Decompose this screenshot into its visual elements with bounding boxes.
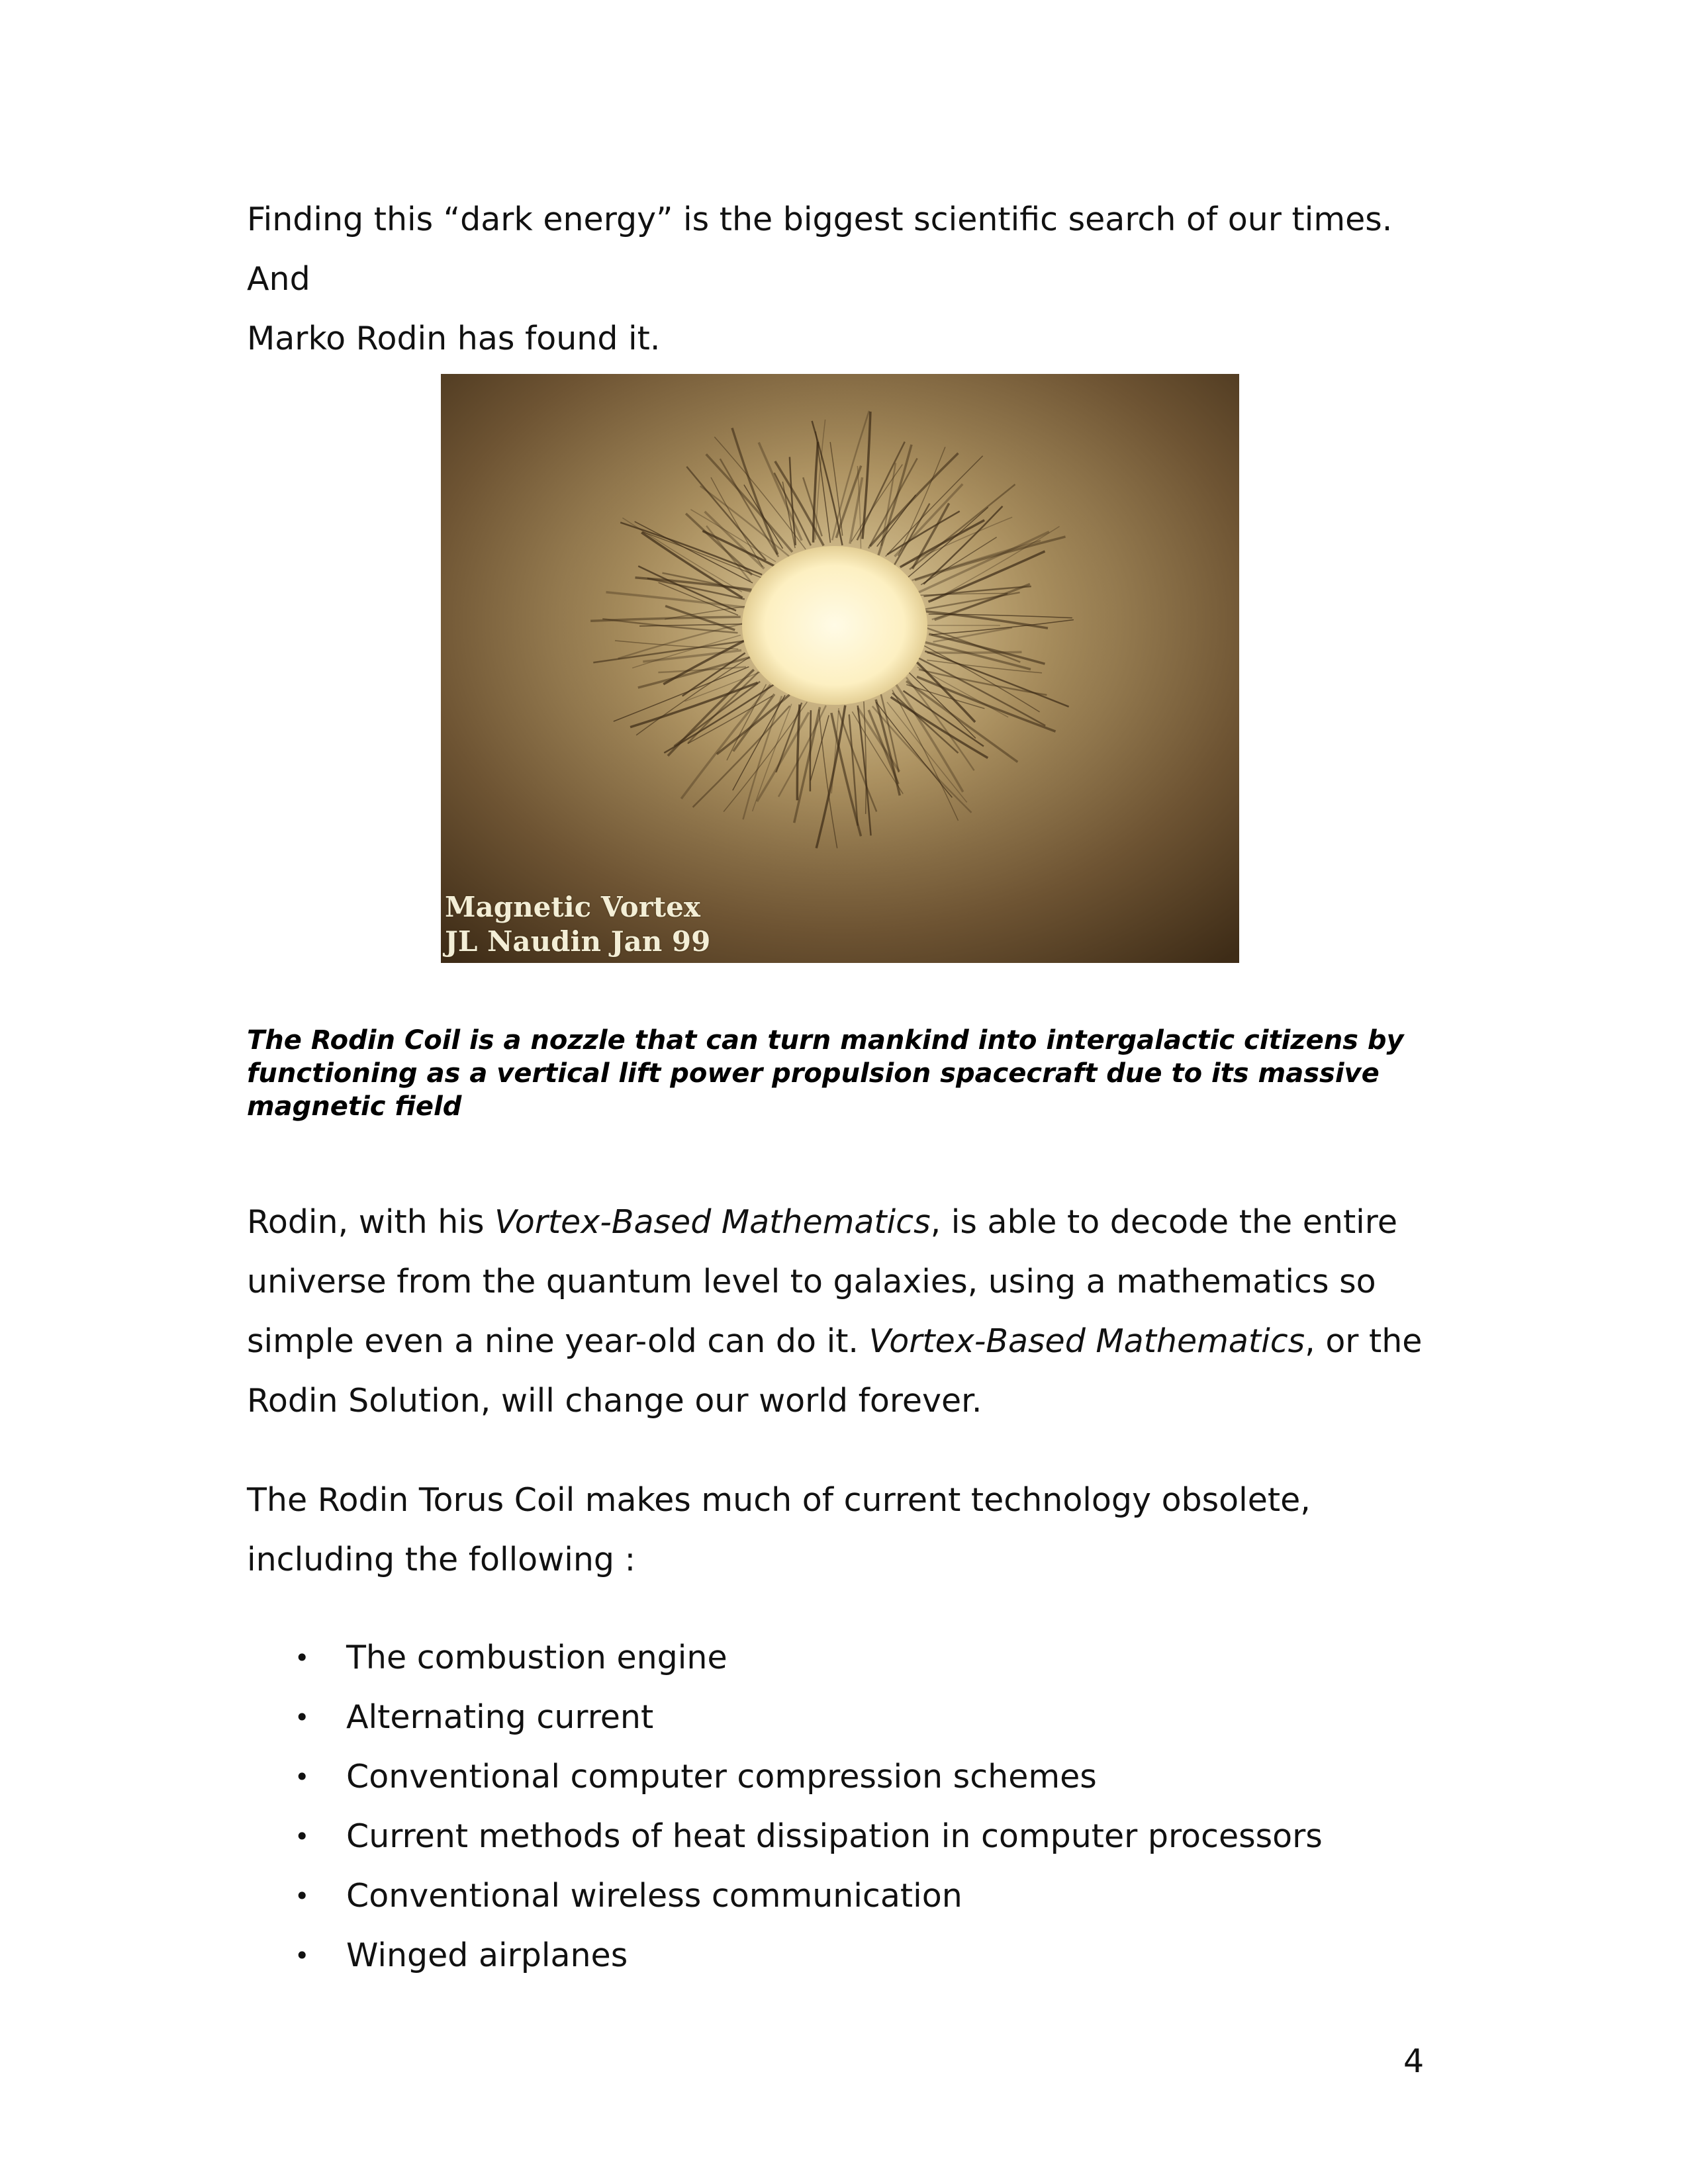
intro-paragraph	[247, 190, 1458, 369]
rodin-text-3: , or the Rodin Solution, will change our world forever.	[247, 1322, 1423, 1420]
rodin-text-1: Rodin, with his	[247, 1203, 495, 1241]
rodin-text-2: , is able to decode the entire universe from the quantum level to galaxies, using a mathematics so simple even a nine year-old can do it.	[247, 1203, 1397, 1360]
bullet-icon: •	[295, 1822, 310, 1851]
rodin-italic-1: Vortex-Based Mathematics	[494, 1203, 931, 1241]
bullet-icon: •	[295, 1941, 310, 1970]
list-item	[247, 1866, 1458, 1926]
image-overlay-credit: JL Naudin Jan 99	[445, 925, 711, 958]
page-number: 4	[1403, 2042, 1425, 2080]
list-item	[247, 1747, 1458, 1807]
list-item-text: Alternating current	[346, 1698, 654, 1736]
magnetic-vortex-image	[441, 374, 1239, 963]
list-item	[247, 1628, 1458, 1688]
filament-line	[927, 652, 1022, 653]
list-item	[247, 1688, 1458, 1747]
rodin-italic-2: Vortex-Based Mathematics	[868, 1322, 1305, 1360]
intro-line-1: Finding this “dark energy” is the biggest scientific search of our times. And	[247, 201, 1393, 298]
list-item-text: Conventional computer compression schemes	[346, 1758, 1097, 1796]
list-item-text: The combustion engine	[346, 1639, 727, 1676]
bullet-icon: •	[295, 1643, 310, 1672]
list-item-text: Winged airplanes	[346, 1936, 628, 1974]
intro-line-2: Marko Rodin has found it.	[247, 320, 661, 357]
bullet-icon: •	[295, 1762, 310, 1792]
image-overlay-title: Magnetic Vortex	[445, 891, 700, 923]
filament-line	[810, 710, 811, 792]
rodin-paragraph	[247, 1193, 1458, 1431]
figure-caption: The Rodin Coil is a nozzle that can turn mankind into intergalactic citizens by functioning as a vertical lift power propulsion spacecraft due to its massive magnetic field	[247, 1025, 1404, 1122]
list-item	[247, 1926, 1458, 1985]
torus-paragraph: The Rodin Torus Coil makes much of current technology obsolete, including the following :	[247, 1481, 1311, 1578]
bullet-icon: •	[295, 1882, 310, 1911]
list-item-text: Conventional wireless communication	[346, 1877, 962, 1915]
vortex-photo	[441, 374, 1239, 963]
vortex-core	[742, 546, 927, 705]
list-item-text: Current methods of heat dissipation in computer processors	[346, 1817, 1323, 1855]
list-item	[247, 1807, 1458, 1866]
bullet-icon: •	[295, 1703, 310, 1732]
obsolete-technology-list	[247, 1628, 1458, 1985]
